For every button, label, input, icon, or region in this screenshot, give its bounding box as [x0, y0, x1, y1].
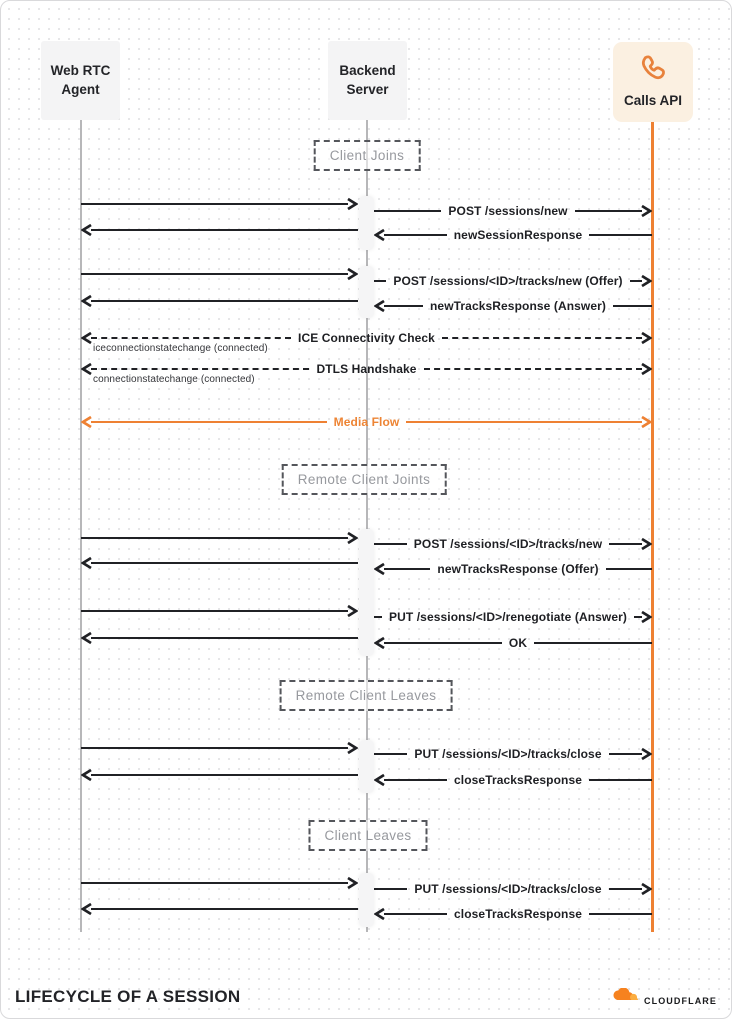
message-label: POST /sessions/<ID>/tracks/new [413, 537, 603, 551]
message-line [91, 421, 327, 423]
message-line [424, 368, 642, 370]
message-label: newTracksResponse (Answer) [430, 299, 606, 313]
message-line [81, 747, 348, 749]
actor-label: Web RTC Agent [50, 63, 111, 97]
activation-bar [359, 266, 374, 318]
activation-bar [359, 196, 374, 250]
arrowhead-right-icon [639, 331, 652, 345]
event-note: iceconnectionstatechange (connected) [93, 343, 268, 354]
message-row [374, 273, 652, 289]
message-line [589, 779, 652, 781]
message-row [374, 609, 652, 625]
message-line [81, 537, 348, 539]
message-row [81, 555, 358, 571]
arrowhead-right-icon [345, 876, 358, 890]
cloudflare-cloud-icon [610, 988, 640, 1008]
message-line [606, 568, 652, 570]
message-row [81, 530, 358, 546]
message-line [91, 368, 309, 370]
message-label: PUT /sessions/<ID>/renegotiate (Answer) [389, 610, 627, 624]
lifeline-web-rtc-agent [80, 120, 82, 932]
message-line [589, 913, 652, 915]
arrowhead-right-icon [639, 610, 652, 624]
message-line [609, 753, 642, 755]
message-row [81, 222, 358, 238]
message-label: closeTracksResponse [454, 907, 582, 921]
activation-bar [359, 740, 374, 793]
actor-web-rtc-agent [41, 41, 120, 120]
arrowhead-right-icon [639, 415, 652, 429]
message-line [91, 774, 358, 776]
arrowhead-right-icon [639, 362, 652, 376]
arrowhead-right-icon [639, 204, 652, 218]
message-row [81, 740, 358, 756]
message-row [81, 266, 358, 282]
arrowhead-right-icon [345, 197, 358, 211]
message-line [91, 562, 358, 564]
phone-icon [637, 53, 669, 85]
message-row [374, 881, 652, 897]
message-row [374, 203, 652, 219]
message-row [81, 901, 358, 917]
arrowhead-right-icon [345, 604, 358, 618]
message-row [374, 536, 652, 552]
message-line [374, 280, 386, 282]
actor-calls-api [613, 42, 693, 122]
message-line [81, 273, 348, 275]
arrowhead-right-icon [345, 741, 358, 755]
section-label-client-joins: Client Joins [314, 140, 421, 171]
message-row [81, 196, 358, 212]
message-row [374, 746, 652, 762]
message-line [384, 234, 447, 236]
message-label: newSessionResponse [453, 228, 583, 242]
section-label-remote-client-joints: Remote Client Joints [282, 464, 447, 495]
message-row [374, 906, 652, 922]
message-line [81, 203, 348, 205]
message-line [534, 642, 652, 644]
message-row [81, 293, 358, 309]
activation-bar [359, 873, 374, 927]
message-row [81, 414, 652, 430]
arrowhead-right-icon [345, 267, 358, 281]
message-line [91, 337, 291, 339]
message-row [374, 561, 652, 577]
message-line [91, 637, 358, 639]
actor-label: Backend Server [339, 63, 396, 97]
arrowhead-right-icon [639, 274, 652, 288]
message-line [91, 229, 358, 231]
message-row [81, 767, 358, 783]
arrowhead-right-icon [639, 747, 652, 761]
message-label: PUT /sessions/<ID>/tracks/close [414, 747, 602, 761]
section-label-client-leaves: Client Leaves [309, 820, 428, 851]
message-line [384, 642, 502, 644]
message-line [81, 882, 348, 884]
message-label: POST /sessions/new [448, 204, 568, 218]
message-label: ICE Connectivity Check [298, 331, 435, 345]
message-line [384, 305, 423, 307]
message-line [406, 421, 642, 423]
message-label: POST /sessions/<ID>/tracks/new (Offer) [393, 274, 623, 288]
message-row [374, 635, 652, 651]
actor-backend-server [328, 41, 407, 120]
message-row [81, 630, 358, 646]
message-row [81, 603, 358, 619]
section-label-remote-client-leaves: Remote Client Leaves [280, 680, 453, 711]
message-label: newTracksResponse (Offer) [437, 562, 599, 576]
message-label: OK [508, 636, 528, 650]
message-line [613, 305, 652, 307]
message-line [374, 888, 407, 890]
message-line [91, 908, 358, 910]
message-line [384, 913, 447, 915]
cloudflare-logo [610, 988, 717, 1008]
message-row [81, 875, 358, 891]
message-line [384, 568, 430, 570]
lifeline-calls-api [651, 122, 654, 932]
arrowhead-right-icon [345, 531, 358, 545]
message-line [374, 616, 382, 618]
message-line [384, 779, 447, 781]
message-row [374, 772, 652, 788]
message-line [609, 543, 642, 545]
message-row [374, 227, 652, 243]
message-line [442, 337, 642, 339]
message-line [609, 888, 642, 890]
event-note: connectionstatechange (connected) [93, 374, 255, 385]
message-label: DTLS Handshake [316, 362, 417, 376]
message-label: Media Flow [333, 415, 400, 429]
message-line [374, 210, 441, 212]
message-line [374, 543, 407, 545]
activation-bar [359, 529, 374, 656]
cloudflare-wordmark: CLOUDFLARE [644, 996, 717, 1006]
message-line [81, 610, 348, 612]
message-label: closeTracksResponse [454, 773, 582, 787]
message-label: PUT /sessions/<ID>/tracks/close [414, 882, 602, 896]
message-line [91, 300, 358, 302]
message-row [374, 298, 652, 314]
arrowhead-right-icon [639, 537, 652, 551]
diagram-title: LIFECYCLE OF A SESSION [15, 987, 241, 1006]
message-line [374, 753, 407, 755]
message-line [575, 210, 642, 212]
actor-label: Calls API [623, 93, 683, 109]
arrowhead-right-icon [639, 882, 652, 896]
message-line [589, 234, 652, 236]
